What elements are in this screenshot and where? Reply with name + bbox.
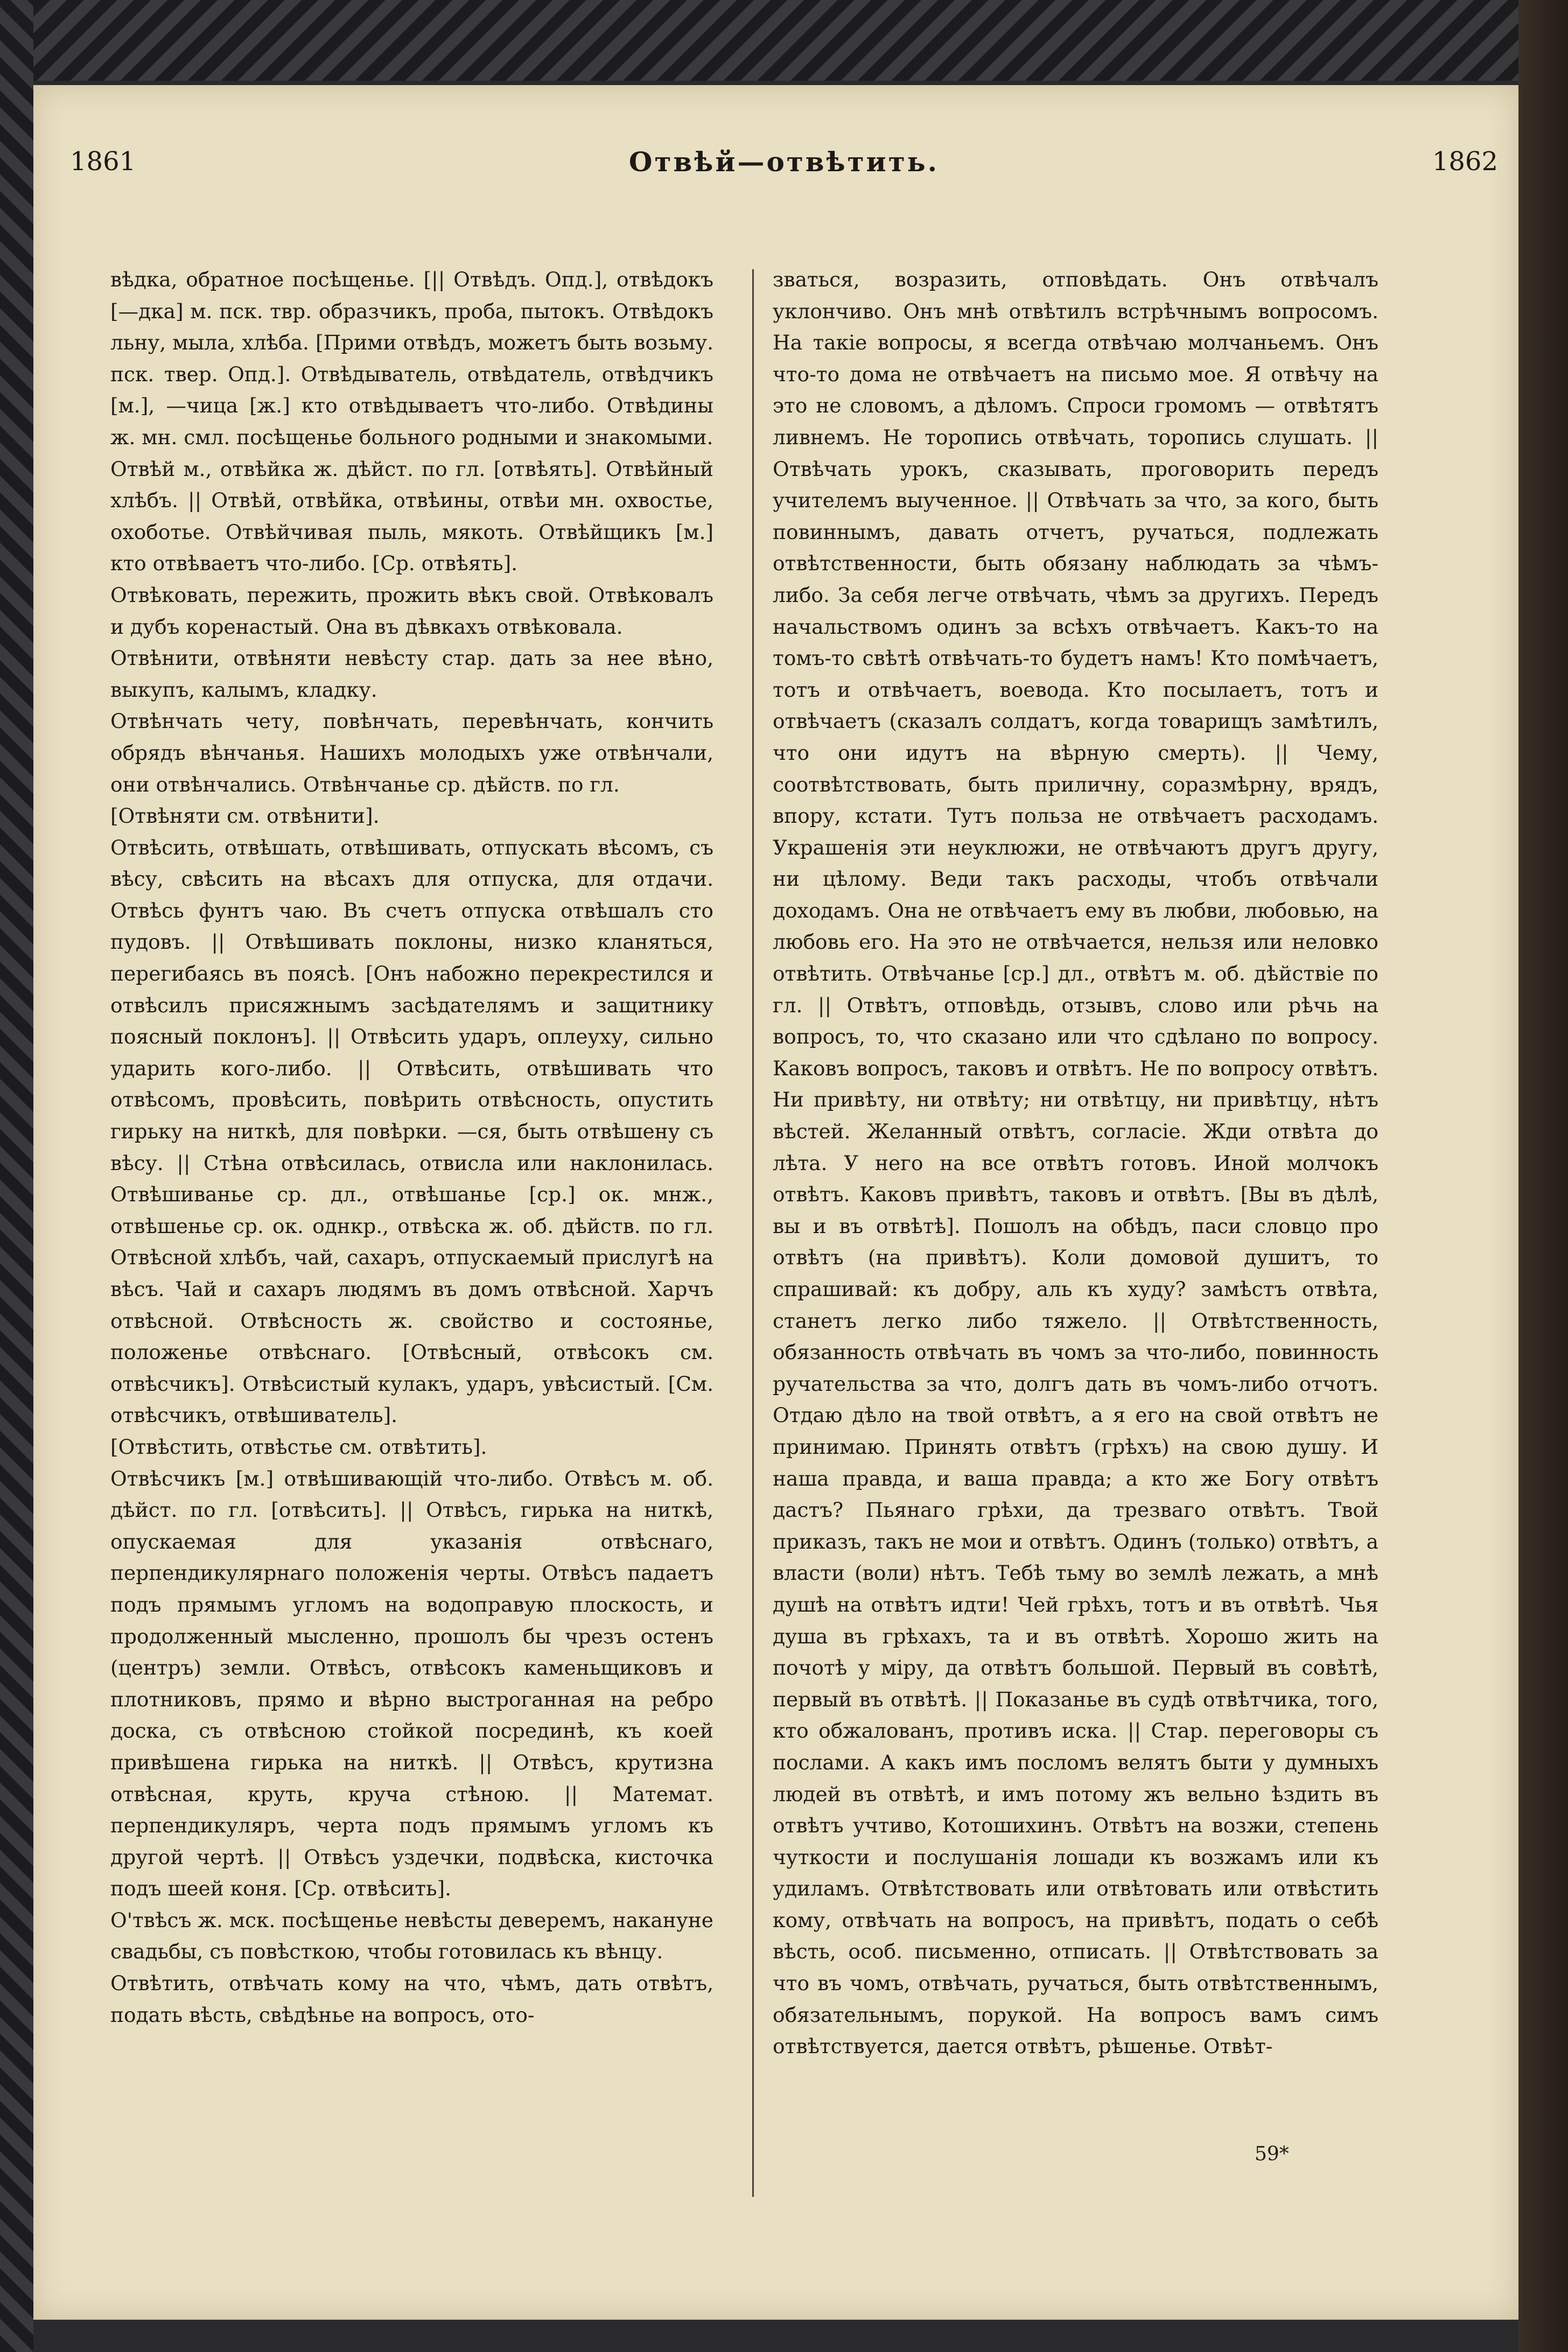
entry-otvestit: [Отвѣстить, отвѣстье см. отвѣтить]. xyxy=(110,1434,487,1459)
entry-otvenyati: [Отвѣняти см. отвѣнити]. xyxy=(110,804,380,828)
entry-otvedka: вѣдка, обратное посѣщенье. [|| Отвѣдъ. Опд.], отвѣдокъ [—дка] м. пск. твр. образчикъ, проба, пытокъ. Отвѣдокъ льну, мыла, хлѣба. [Прими отвѣдъ, можетъ быть возьму. пск. твер. Опд.]. Отвѣдыватель, отвѣдатель, отвѣдчикъ [м.], —чица [ж.] кто отвѣдываетъ что-либо. Отвѣдины ж. мн. смл. посѣщенье больного родными и знакомыми. xyxy=(110,268,713,449)
entry-otvetit-continued: зваться, возразить, отповѣдать. Онъ отвѣчалъ уклончиво. Онъ мнѣ отвѣтилъ встрѣчнымъ вопросомъ. На такіе вопросы, я всегда отвѣчаю молчаньемъ. Онъ что-то дома не отвѣчаетъ на письмо мое. Я отвѣчу на это не словомъ, а дѣломъ. Спроси громомъ — отвѣтятъ ливнемъ. Не торопись отвѣчать, торопись слушать. || Отвѣчать урокъ, сказывать, проговорить передъ учителемъ выученное. || Отвѣчать за что, за кого, быть повиннымъ, давать отчетъ, ручаться, подлежать отвѣтственности, быть обязану наблюдать за чѣмъ-либо. За себя легче отвѣчать, чѣмъ за другихъ. Передъ начальствомъ одинъ за всѣхъ отвѣчаетъ. Какъ-то на томъ-то свѣтѣ отвѣчать-то будетъ намъ! Кто помѣчаетъ, тотъ и отвѣчаетъ, воевода. Кто посылаетъ, тотъ и отвѣчаетъ (сказалъ солдатъ, когда товарищъ замѣтилъ, что они идутъ на вѣрную смерть). || Чему, соотвѣтствовать, быть приличну, соразмѣрну, врядъ, впору, кстати. Тутъ польза не отвѣчаетъ расходамъ. Украшенія эти неуклюжи, не отвѣчаютъ другъ другу, ни цѣлому. Веди такъ расходы, чтобъ отвѣчали доходамъ. Она не отвѣчаетъ ему въ любви, любовью, на любовь его. На это не отвѣчается, нельзя или неловко отвѣтить. Отвѣчанье [ср.] дл., отвѣтъ м. об. дѣйствіе по гл. || Отвѣтъ, отповѣдь, отзывъ, слово или рѣчь на вопросъ, то, что сказано или что сдѣлано по вопросу. Каковъ вопросъ, таковъ и отвѣтъ. Не по вопросу отвѣтъ. Ни привѣту, ни отвѣту; ни отвѣтцу, ни привѣтцу, нѣтъ вѣстей. Желанный отвѣтъ, согласіе. Жди отвѣта до лѣта. У него на все отвѣтъ готовъ. Иной молчокъ отвѣтъ. Каковъ привѣтъ, таковъ и отвѣтъ. [Вы въ дѣлѣ, вы и въ отвѣтѣ]. Пошолъ на обѣдъ, паси словцо про отвѣтъ (на привѣтъ). Коли домовой душитъ, то спрашивай: къ добру, аль къ худу? замѣстъ отвѣта, станетъ легко либо тяжело. || Отвѣтственность, обязанность отвѣчать въ чомъ за что-либо, повинность ручательства за что, долгъ дать въ чомъ-либо отчотъ. Отдаю дѣло на твой отвѣтъ, а я его на свой отвѣтъ не принимаю. Принять отвѣтъ (грѣхъ) на свою душу. И наша правда, и ваша правда; а кто же Богу отвѣтъ дастъ? Пьянаго грѣхи, да трезваго отвѣтъ. Твой приказъ, такъ не мои и отвѣтъ. Одинъ (только) отвѣтъ, а власти (воли) нѣтъ. Тебѣ тьму во землѣ лежать, а мнѣ душѣ на отвѣтъ идти! Чей грѣхъ, тотъ и въ отвѣтѣ. Чья душа въ грѣхахъ, та и въ отвѣтѣ. Хорошо жить на почотѣ у міру, да отвѣтъ большой. Первый въ совѣтѣ, первый въ отвѣтѣ. || Показанье въ судѣ отвѣтчика, того, кто обжалованъ, противъ иска. || Стар. переговоры съ послами. А какъ имъ посломъ велятъ быти у думныхъ людей въ отвѣтѣ, и имъ потому жъ вельно ѣздить въ отвѣтъ учтиво, Котошихинъ. Отвѣтъ на возжи, степень чуткости и послушанія лошади къ возжамъ или къ удиламъ. Отвѣтствовать или отвѣтовать или отвѣстить кому, отвѣчать на вопросъ, на привѣтъ, подать о себѣ вѣсть, особ. письменно, отписать. || Отвѣтствовать за что въ чомъ, отвѣчать, ручаться, быть отвѣтственнымъ, обязательнымъ, порукой. На вопросъ вамъ симъ отвѣтствуется, дается отвѣтъ, рѣшенье. Отвѣт- xyxy=(773,268,1378,2059)
left-page-number: 1861 xyxy=(70,146,136,177)
book-binding-left xyxy=(0,0,33,2352)
entry-otvenchat: Отвѣнчать чету, повѣнчать, перевѣнчать, кончить обрядъ вѣнчанья. Нашихъ молодыхъ уже отвѣнчали, они отвѣнчались. Отвѣнчанье ср. дѣйств. по гл. xyxy=(110,709,713,796)
book-binding-right xyxy=(1518,0,1568,2352)
entry-otves-mesk: О'твѣсъ ж. мск. посѣщенье невѣсты деверемъ, накануне свадьбы, съ повѣсткою, чтобы готовилась къ вѣнцу. xyxy=(110,1908,713,1964)
entry-otvey: Отвѣй м., отвѣйка ж. дѣйст. по гл. [отвѣять]. Отвѣйный хлѣбъ. || Отвѣй, отвѣйка, отвѣины, отвѣи мн. охвостье, охоботье. Отвѣйчивая пыль, мякоть. Отвѣйщикъ [м.] кто отвѣваетъ что-либо. [Ср. отвѣять]. xyxy=(110,457,713,576)
right-column xyxy=(773,264,1378,2062)
entry-otvetit: Отвѣтить, отвѣчать кому на что, чѣмъ, дать отвѣтъ, подать вѣсть, свѣдѣнье на вопросъ, ото- xyxy=(110,1971,713,2027)
page-header xyxy=(70,135,1498,188)
running-title: Отвѣй—отвѣтить. xyxy=(628,145,940,178)
entry-otveschik: Отвѣсчикъ [м.] отвѣшивающій что-либо. Отвѣсъ м. об. дѣйст. по гл. [отвѣсить]. || Отвѣсъ, гирька на ниткѣ, опускаемая для указанія отвѣснаго, перпендикулярнаго положенія черты. Отвѣсъ падаетъ подъ прямымъ угломъ на водоправую плоскость, и продолженный мысленно, прошолъ бы чрезъ остенъ (центръ) земли. Отвѣсъ, отвѣсокъ каменьщиковъ и плотниковъ, прямо и вѣрно выстроганная на ребро доска, съ отвѣсною стойкой посрединѣ, къ коей привѣшена гирька на ниткѣ. || Отвѣсъ, крутизна отвѣсная, круть, круча стѣною. || Математ. перпендикуляръ, черта подъ прямымъ угломъ къ другой чертѣ. || Отвѣсъ уздечки, подвѣска, кисточка подъ шеей коня. [Ср. отвѣсить]. xyxy=(110,1466,713,1901)
book-binding-top xyxy=(0,0,1568,81)
right-page-number: 1862 xyxy=(1432,146,1498,177)
printer-signature-mark: 59* xyxy=(1255,2143,1289,2165)
entry-otveniti: Отвѣнити, отвѣняти невѣсту стар. дать за нее вѣно, выкупъ, калымъ, кладку. xyxy=(110,646,713,702)
left-column xyxy=(110,264,713,2031)
entry-otvekovat: Отвѣковать, пережить, прожить вѣкъ свой. Отвѣковалъ и дубъ коренастый. Она въ дѣвкахъ отвѣковала. xyxy=(110,583,713,639)
column-divider xyxy=(752,269,754,2197)
entry-otvesit: Отвѣсить, отвѣшать, отвѣшивать, отпускать вѣсомъ, съ вѣсу, свѣсить на вѣсахъ для отпуска, для отдачи. Отвѣсь фунтъ чаю. Въ счетъ отпуска отвѣшалъ сто пудовъ. || Отвѣшивать поклоны, низко кланяться, перегибаясь въ поясѣ. [Онъ набожно перекрестился и отвѣсилъ присяжнымъ засѣдателямъ и защитнику поясный поклонъ]. || Отвѣсить ударъ, оплеуху, сильно ударить кого-либо. || Отвѣсить, отвѣшивать что отвѣсомъ, провѣсить, повѣрить отвѣсность, опустить гирьку на ниткѣ, для повѣрки. —ся, быть отвѣшену съ вѣсу. || Стѣна отвѣсилась, отвисла или наклонилась. Отвѣшиванье ср. дл., отвѣшанье [ср.] ок. мнж., отвѣшенье ср. ок. однкр., отвѣска ж. об. дѣйств. по гл. Отвѣсной хлѣбъ, чай, сахаръ, отпускаемый прислугѣ на вѣсъ. Чай и сахаръ людямъ въ домъ отвѣсной. Харчъ отвѣсной. Отвѣсность ж. свойство и состоянье, положенье отвѣснаго. [Отвѣсный, отвѣсокъ см. отвѣсчикъ]. Отвѣсистый кулакъ, ударъ, увѣсистый. [См. отвѣсчикъ, отвѣшиватель]. xyxy=(110,835,713,1427)
